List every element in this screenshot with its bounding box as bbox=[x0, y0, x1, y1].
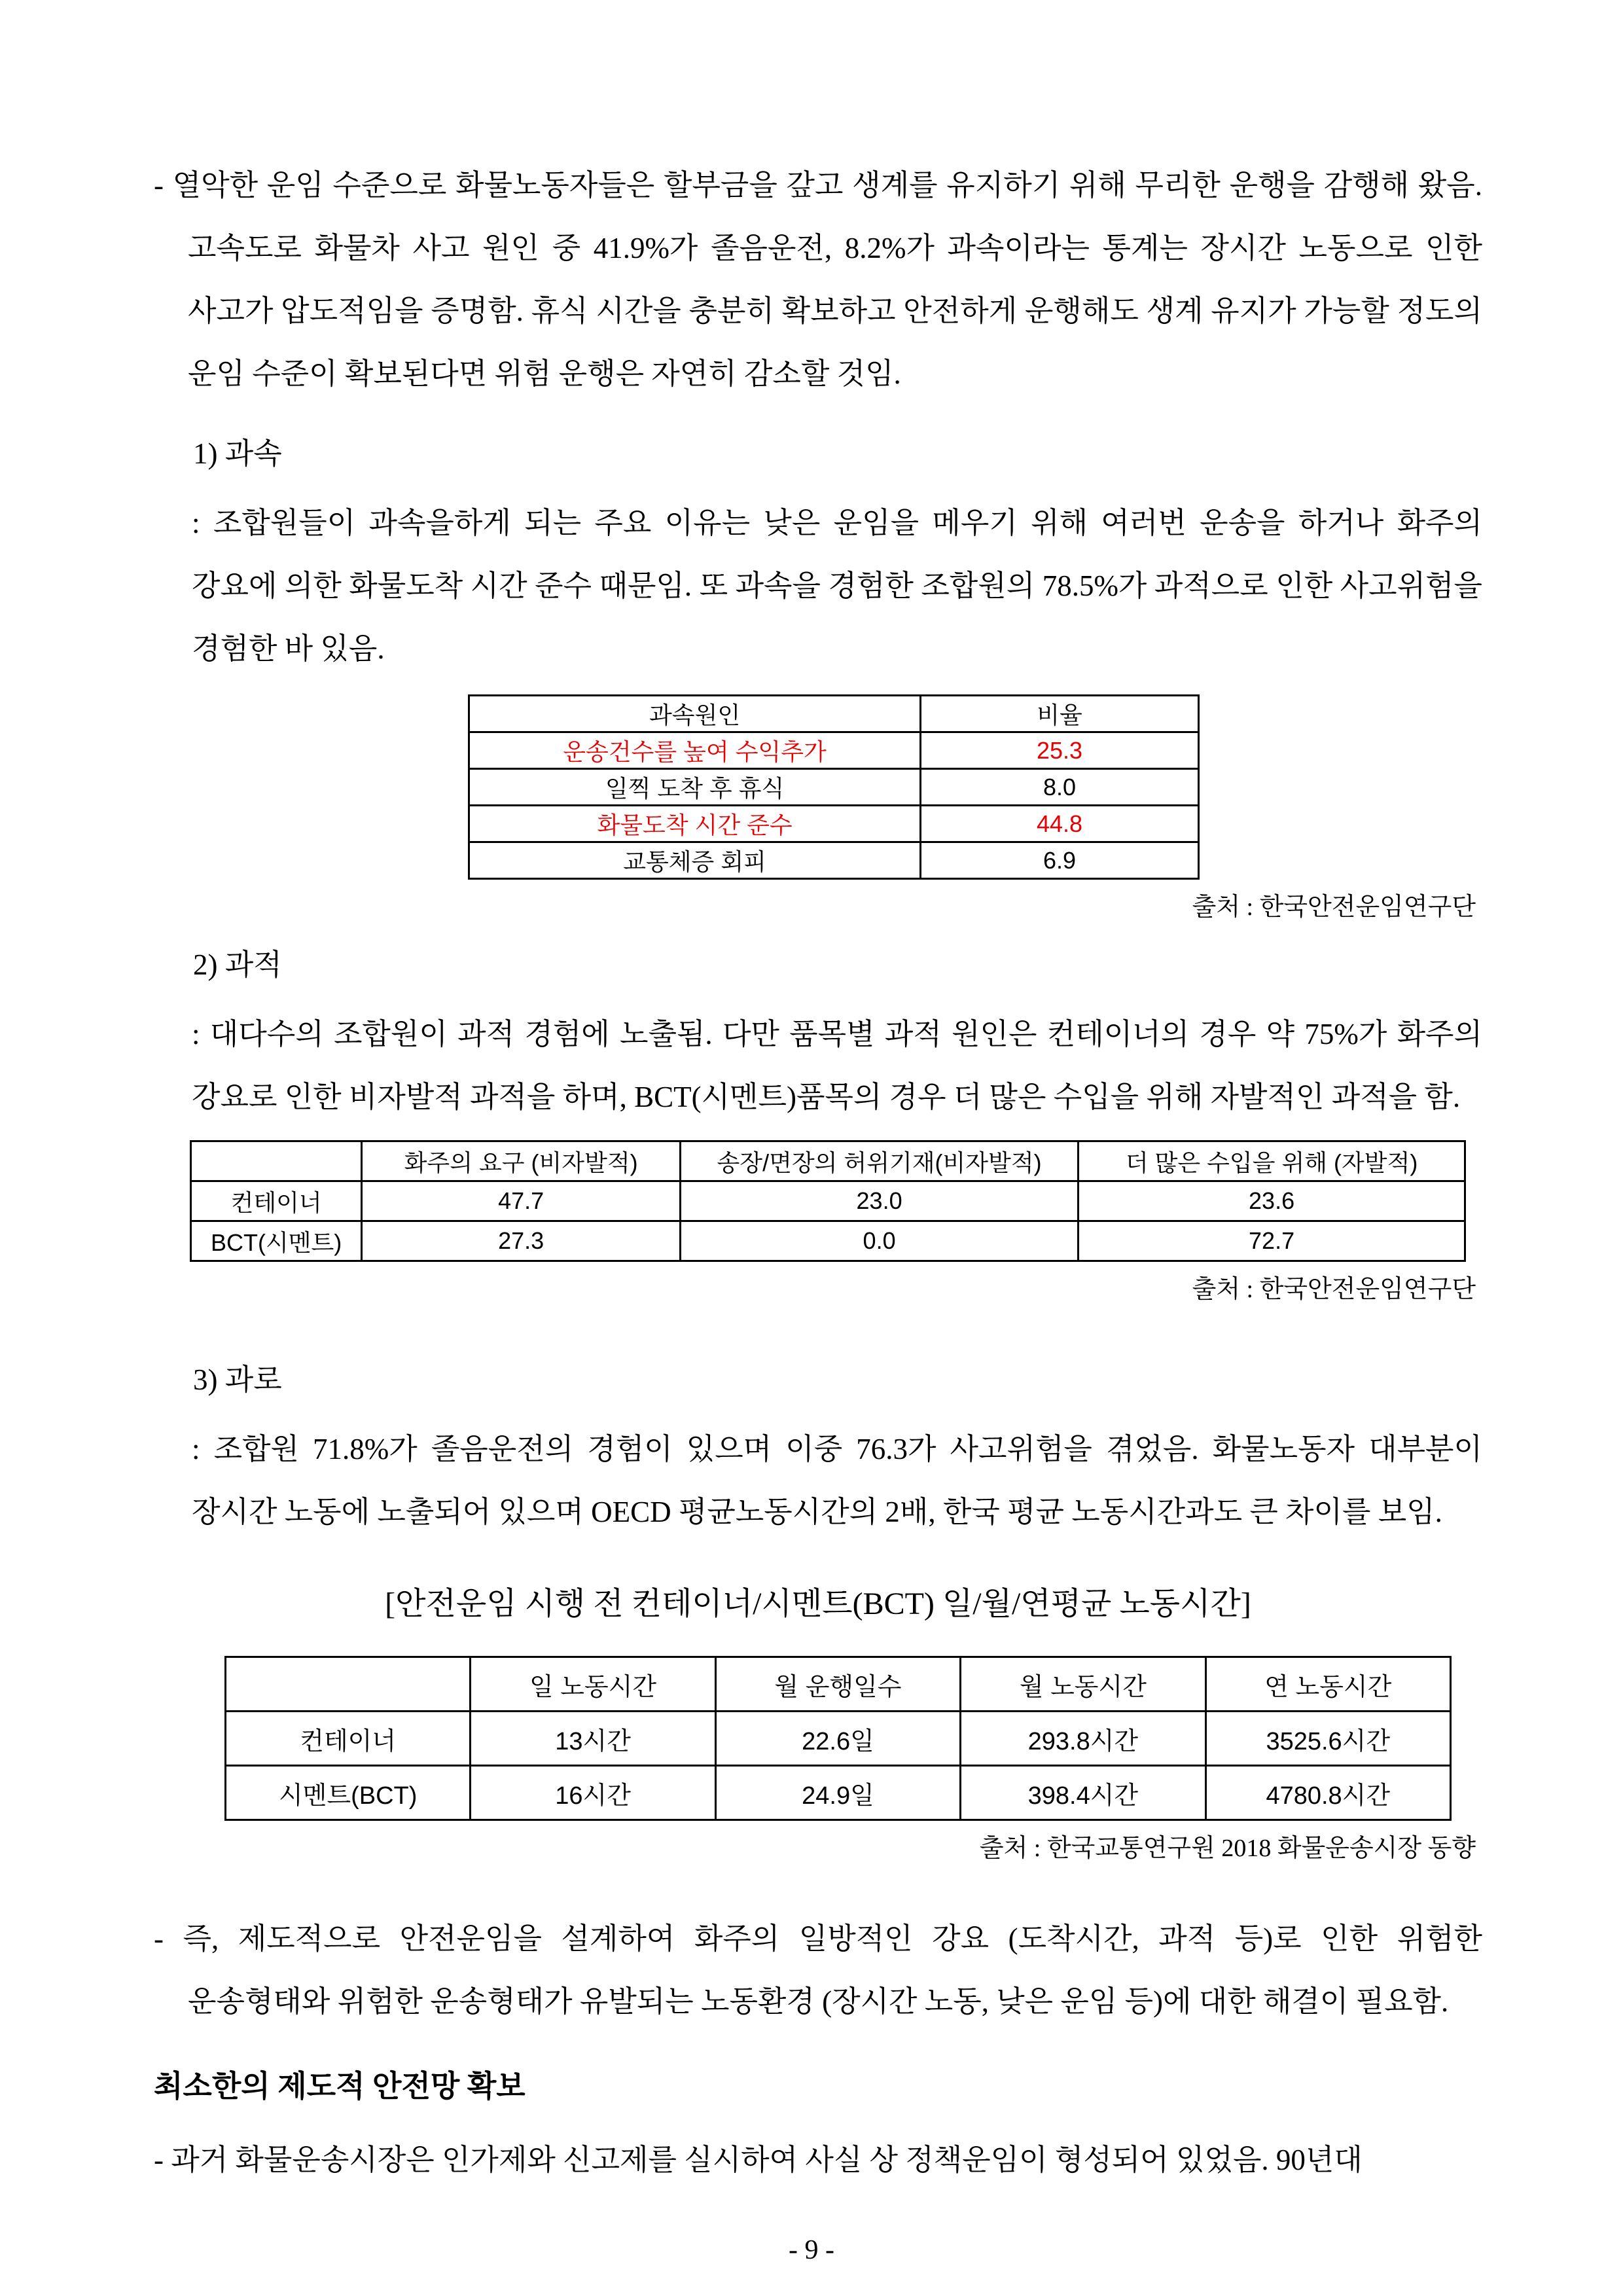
conclusion-paragraph: - 즉, 제도적으로 안전운임을 설계하여 화주의 일방적인 강요 (도착시간, 과적 등)로 인한 위험한 운송형태와 위험한 운송형태가 유발되는 노동환경 (장시간 노동, 낮은 운임 등)에 대한 해결이 필요함. bbox=[154, 1922, 1482, 2018]
cell-ratio: 8.0 bbox=[921, 769, 1199, 806]
source-note-speeding: 출처 : 한국안전운임연구단 bbox=[1192, 893, 1476, 921]
cell-item: BCT(시멘트) bbox=[191, 1221, 362, 1261]
table-header-row bbox=[226, 1657, 1451, 1712]
table-row bbox=[469, 732, 1199, 769]
table-row bbox=[226, 1712, 1451, 1766]
cell-value: 398.4시간 bbox=[961, 1766, 1205, 1820]
cell-cause: 운송건수를 높여 수익추가 bbox=[469, 732, 921, 769]
header-cell-monthly-hours: 월 노동시간 bbox=[961, 1657, 1205, 1712]
header-cell-cause: 과속원인 bbox=[469, 696, 921, 732]
section-title-overwork: 3) 과로 bbox=[193, 1363, 282, 1396]
overload-paragraph: : 대다수의 조합원이 과적 경험에 노출됨. 다만 품목별 과적 원인은 컨테이너의 경우 약 75%가 화주의 강요로 인한 비자발적 과적을 하며, BCT(시멘트)품목의 경우 더 많은 수입을 위해 자발적인 과적을 함. bbox=[192, 1018, 1482, 1113]
table-row bbox=[191, 1221, 1465, 1261]
workhours-table bbox=[224, 1656, 1452, 1821]
header-cell-blank bbox=[226, 1657, 471, 1712]
cell-item: 컨테이너 bbox=[191, 1181, 362, 1221]
section-title-overload: 2) 과적 bbox=[193, 948, 282, 981]
section-title-speeding: 1) 과속 bbox=[193, 437, 282, 470]
cell-value: 4780.8시간 bbox=[1205, 1766, 1450, 1820]
table-row bbox=[469, 769, 1199, 806]
header-cell-monthly-days: 월 운행일수 bbox=[715, 1657, 960, 1712]
table-header-row bbox=[469, 696, 1199, 732]
closing-heading: 최소한의 제도적 안전망 확보 bbox=[154, 2070, 526, 2103]
cell-value: 0.0 bbox=[681, 1221, 1079, 1261]
table-header-row bbox=[191, 1141, 1465, 1181]
speeding-paragraph: : 조합원들이 과속을하게 되는 주요 이유는 낮은 운임을 메우기 위해 여러번 운송을 하거나 화주의 강요에 의한 화물도착 시간 준수 때문임. 또 과속을 경험한 조합원의 78.5%가 과적으로 인한 사고위험을 경험한 바 있음. bbox=[192, 507, 1482, 665]
table-row bbox=[469, 806, 1199, 842]
cell-ratio: 25.3 bbox=[921, 732, 1199, 769]
header-cell-yearly-hours: 연 노동시간 bbox=[1205, 1657, 1450, 1712]
cell-ratio: 44.8 bbox=[921, 806, 1199, 842]
header-cell-daily-hours: 일 노동시간 bbox=[471, 1657, 715, 1712]
table-row bbox=[469, 842, 1199, 879]
header-cell-more-income: 더 많은 수입을 위해 (자발적) bbox=[1079, 1141, 1465, 1181]
cell-value: 24.9일 bbox=[715, 1766, 960, 1820]
cell-value: 3525.6시간 bbox=[1205, 1712, 1450, 1766]
history-paragraph: - 과거 화물운송시장은 인가제와 신고제를 실시하여 사실 상 정책운임이 형성되어 있었음. 90년대 bbox=[154, 2144, 1363, 2176]
cell-value: 23.6 bbox=[1079, 1181, 1465, 1221]
page-number: - 9 - bbox=[789, 2235, 834, 2265]
speeding-cause-table bbox=[468, 694, 1200, 880]
cell-value: 23.0 bbox=[681, 1181, 1079, 1221]
table-row bbox=[191, 1181, 1465, 1221]
cell-ratio: 6.9 bbox=[921, 842, 1199, 879]
cell-cause: 화물도착 시간 준수 bbox=[469, 806, 921, 842]
cell-item: 컨테이너 bbox=[226, 1712, 471, 1766]
source-note-overload: 출처 : 한국안전운임연구단 bbox=[1192, 1276, 1476, 1303]
header-cell-shipper-demand: 화주의 요구 (비자발적) bbox=[362, 1141, 681, 1181]
cell-value: 13시간 bbox=[471, 1712, 715, 1766]
source-note-workhours: 출처 : 한국교통연구원 2018 화물운송시장 동향 bbox=[979, 1835, 1476, 1862]
cell-value: 22.6일 bbox=[715, 1712, 960, 1766]
cell-value: 47.7 bbox=[362, 1181, 681, 1221]
cell-value: 72.7 bbox=[1079, 1221, 1465, 1261]
overwork-paragraph: : 조합원 71.8%가 졸음운전의 경험이 있으며 이중 76.3가 사고위험을 겪었음. 화물노동자 대부분이 장시간 노동에 노출되어 있으며 OECD 평균노동시간의 2배, 한국 평균 노동시간과도 큰 차이를 보임. bbox=[192, 1433, 1482, 1528]
intro-paragraph: - 열악한 운임 수준으로 화물노동자들은 할부금을 갚고 생계를 유지하기 위해 무리한 운행을 감행해 왔음. 고속도로 화물차 사고 원인 중 41.9%가 졸음운전, 8.2%가 과속이라는 통계는 장시간 노동으로 인한 사고가 압도적임을 증명함. 휴식 시간을 충분히 확보하고 안전하게 운행해도 생계 유지가 가능할 정도의 운임 수준이 확보된다면 위험 운행은 자연히 감소할 것임. bbox=[154, 169, 1482, 390]
header-cell-ratio: 비율 bbox=[921, 696, 1199, 732]
cell-value: 27.3 bbox=[362, 1221, 681, 1261]
cell-item: 시멘트(BCT) bbox=[226, 1766, 471, 1820]
workhours-table-title: [안전운임 시행 전 컨테이너/시멘트(BCT) 일/월/연평균 노동시간] bbox=[385, 1587, 1251, 1621]
cell-value: 293.8시간 bbox=[961, 1712, 1205, 1766]
header-cell-false-invoice: 송장/면장의 허위기재(비자발적) bbox=[681, 1141, 1079, 1181]
cell-value: 16시간 bbox=[471, 1766, 715, 1820]
header-cell-blank bbox=[191, 1141, 362, 1181]
cell-cause: 교통체증 회피 bbox=[469, 842, 921, 879]
overload-cause-table bbox=[190, 1140, 1466, 1262]
table-row bbox=[226, 1766, 1451, 1820]
cell-cause: 일찍 도착 후 휴식 bbox=[469, 769, 921, 806]
